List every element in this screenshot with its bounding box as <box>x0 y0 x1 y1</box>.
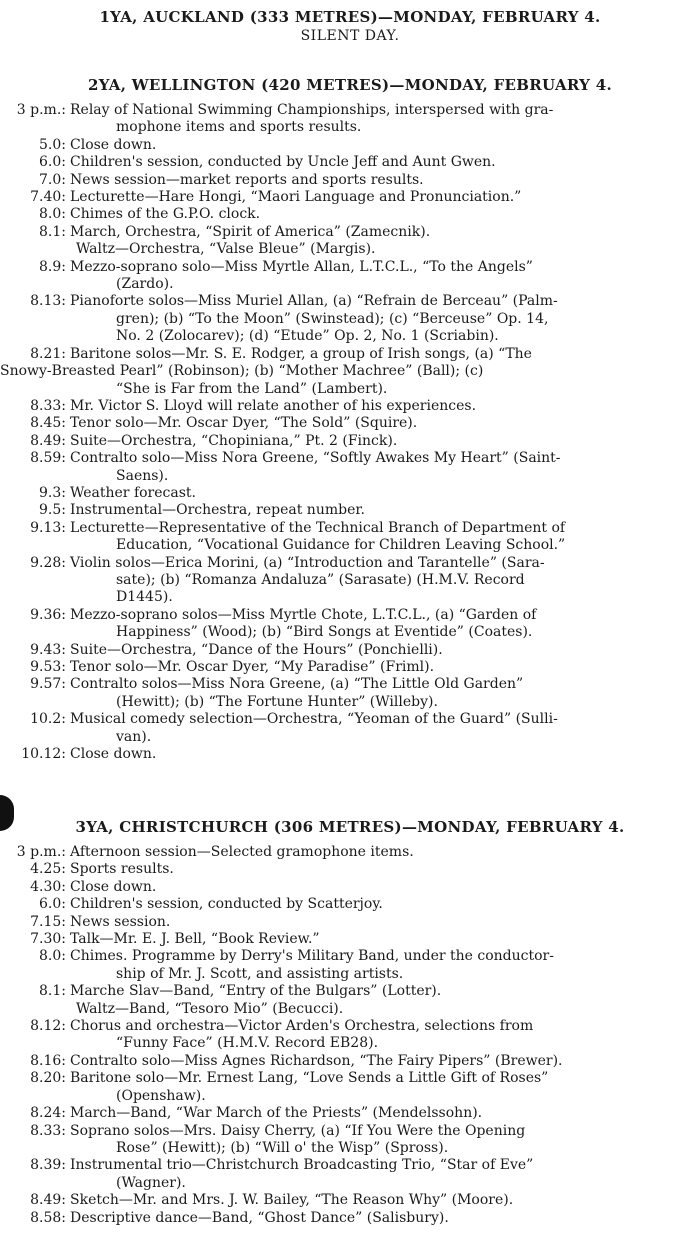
section-2ya <box>0 76 700 763</box>
entry-line: Suite—Orchestra, “Dance of the Hours” (Ponchielli). <box>70 641 443 658</box>
entry-line: Mezzo-soprano solos—Miss Myrtle Chote, L.T.C.L., (a) “Garden of <box>70 606 537 623</box>
entry-time: 8.59: <box>30 450 66 467</box>
entry-text <box>70 502 700 519</box>
entry-time: 10.2: <box>30 711 66 728</box>
programme-entry <box>0 659 700 676</box>
entry-time: 9.36: <box>30 606 66 623</box>
entry-time <box>0 241 76 258</box>
section-1ya <box>0 8 700 44</box>
entry-text <box>70 137 700 154</box>
entry-time: 8.0: <box>39 206 66 223</box>
programme-entry <box>0 206 700 223</box>
entry-line: Close down. <box>70 136 157 153</box>
entry-line: Marche Slav—Band, “Entry of the Bulgars” (Lotter). <box>70 983 442 1000</box>
entry-text <box>70 676 700 711</box>
programme-entry <box>0 914 700 931</box>
entry-text <box>70 1018 700 1053</box>
entry-text <box>70 1105 700 1122</box>
entry-line: Relay of National Swimming Championships, interspersed with gra- <box>70 102 554 118</box>
entry-time: 8.49: <box>30 432 66 449</box>
programme-list-3ya <box>0 844 700 1227</box>
entry-text <box>70 861 700 878</box>
entry-continuation: sate); (b) “Romanza Andaluza” (Sarasate) (H.M.V. Record <box>116 571 525 588</box>
entry-text <box>70 206 700 223</box>
entry-time: 9.53: <box>30 659 66 675</box>
entry-line: Chimes. Programme by Derry's Military Band, under the conductor- <box>70 948 554 965</box>
entry-text <box>70 1157 700 1192</box>
entry-time: 10.12: <box>21 746 66 763</box>
programme-list-2ya <box>0 102 700 763</box>
programme-entry <box>0 879 700 896</box>
entry-line: Contralto solo—Miss Nora Greene, “Softly Awakes My Heart” (Saint- <box>70 450 561 467</box>
entry-continuation: (Wagner). <box>116 1174 186 1191</box>
entry-time: 8.12: <box>30 1018 66 1035</box>
programme-entry <box>0 259 700 294</box>
entry-line: Sketch—Mr. and Mrs. J. W. Bailey, “The Reason Why” (Moore). <box>70 1192 514 1209</box>
entry-continuation: gren); (b) “To the Moon” (Swinstead); (c) “Berceuse” Op. 14, <box>116 310 549 327</box>
section-3ya <box>0 818 700 1227</box>
entry-continuation: ship of Mr. J. Scott, and assisting artists. <box>116 965 404 982</box>
entry-time: 3 p.m.: <box>16 102 66 118</box>
entry-line: Chorus and orchestra—Victor Arden's Orchestra, selections from <box>70 1018 534 1035</box>
programme-entry <box>0 154 700 171</box>
entry-text <box>70 659 700 676</box>
entry-text <box>70 520 700 555</box>
entry-line: Children's session, conducted by Scatterjoy. <box>70 896 383 913</box>
programme-entry <box>0 642 700 659</box>
programme-entry <box>0 102 700 137</box>
entry-time: 6.0: <box>39 896 66 913</box>
entry-continuation: Happiness” (Wood); (b) “Bird Songs at Eventide” (Coates). <box>116 624 533 641</box>
entry-text <box>70 879 700 896</box>
entry-line: Close down. <box>70 746 157 763</box>
programme-entry <box>0 1123 700 1158</box>
entry-time: 8.33: <box>30 1122 66 1139</box>
entry-text <box>70 433 700 450</box>
entry-continuation: (Zardo). <box>116 276 174 293</box>
entry-text <box>76 1001 700 1018</box>
entry-line: Baritone solo—Mr. Ernest Lang, “Love Sends a Little Gift of Roses” <box>70 1070 549 1087</box>
entry-line: Sports results. <box>70 861 174 878</box>
entry-line: Tenor solo—Mr. Oscar Dyer, “The Sold” (Squire). <box>70 415 418 432</box>
entry-line: Mr. Victor S. Lloyd will relate another of his experiences. <box>70 397 477 414</box>
programme-entry <box>0 948 700 983</box>
entry-text <box>70 642 700 659</box>
entry-text <box>70 189 700 206</box>
entry-line: Suite—Orchestra, “Chopiniana,” Pt. 2 (Finck). <box>70 432 398 449</box>
entry-text <box>70 948 700 983</box>
entry-line: Snowy-Breasted Pearl” (Robinson); (b) “Mother Machree” (Ball); (c) <box>0 363 484 380</box>
silent-day-label: SILENT DAY. <box>300 28 400 44</box>
entry-line: Soprano solos—Mrs. Daisy Cherry, (a) “If You Were the Opening <box>70 1122 526 1139</box>
entry-line: Descriptive dance—Band, “Ghost Dance” (Salisbury). <box>70 1209 449 1226</box>
entry-time: 8.21: <box>30 345 66 362</box>
entry-continuation: “She is Far from the Land” (Lambert). <box>116 380 388 397</box>
entry-line: Instrumental—Orchestra, repeat number. <box>70 502 365 519</box>
entry-text <box>70 931 700 948</box>
programme-entry <box>0 224 700 241</box>
entry-time: 8.33: <box>30 397 66 414</box>
entry-time: 8.16: <box>30 1052 66 1069</box>
entry-time: 8.45: <box>30 415 66 432</box>
entry-line: March—Band, “War March of the Priests” (Mendelssohn). <box>70 1105 483 1122</box>
entry-text <box>70 172 700 189</box>
entry-continuation: Education, “Vocational Guidance for Children Leaving School.” <box>116 537 566 554</box>
entry-time: 8.20: <box>30 1070 66 1087</box>
entry-time <box>0 1001 76 1018</box>
entry-line: Tenor solo—Mr. Oscar Dyer, “My Paradise” (Friml). <box>70 659 435 675</box>
entry-time: 8.39: <box>30 1157 66 1174</box>
programme-entry <box>0 861 700 878</box>
programme-entry <box>0 1105 700 1122</box>
programme-entry <box>0 1210 700 1227</box>
entry-time: 8.58: <box>30 1209 66 1226</box>
entry-text <box>70 1053 700 1070</box>
entry-time: 4.25: <box>30 861 66 878</box>
programme-entry <box>0 1192 700 1209</box>
entry-text <box>70 293 700 345</box>
programme-entry <box>0 676 700 711</box>
entry-time: 8.24: <box>30 1105 66 1122</box>
programme-entry <box>0 1053 700 1070</box>
programme-entry <box>0 931 700 948</box>
programme-entry <box>0 485 700 502</box>
entry-line: Afternoon session—Selected gramophone items. <box>70 844 414 860</box>
entry-continuation: van). <box>116 728 152 745</box>
entry-text <box>70 555 700 607</box>
programme-entry <box>0 293 700 345</box>
entry-text <box>70 896 700 913</box>
entry-continuation: mophone items and sports results. <box>116 119 362 136</box>
entry-line: News session—market reports and sports results. <box>70 171 424 188</box>
entry-time: 9.5: <box>39 502 66 519</box>
programme-entry <box>0 983 700 1000</box>
entry-continuation: (Openshaw). <box>116 1087 206 1104</box>
entry-time: 7.0: <box>39 171 66 188</box>
entry-time: 3 p.m.: <box>16 844 66 860</box>
entry-text <box>70 1192 700 1209</box>
entry-text <box>70 1210 700 1227</box>
entry-text <box>70 1123 700 1158</box>
programme-entry <box>0 1018 700 1053</box>
entry-text <box>70 983 700 1000</box>
programme-entry <box>0 844 700 861</box>
entry-time: 8.1: <box>39 983 66 1000</box>
programme-entry <box>0 1070 700 1105</box>
entry-text <box>70 1070 700 1105</box>
entry-text <box>70 259 700 294</box>
entry-time: 9.43: <box>30 641 66 658</box>
entry-time: 7.30: <box>30 931 66 948</box>
entry-text <box>70 746 700 763</box>
entry-continuation: No. 2 (Zolocarev); (d) “Etude” Op. 2, No. 1 (Scriabin). <box>116 328 499 345</box>
entry-line: Lecturette—Representative of the Technical Branch of Department of <box>70 519 566 536</box>
entry-line: Children's session, conducted by Uncle Jeff and Aunt Gwen. <box>70 154 496 171</box>
entry-line: Baritone solos—Mr. S. E. Rodger, a group of Irish songs, (a) “The <box>70 345 532 362</box>
entry-text <box>70 914 700 931</box>
entry-time: 8.1: <box>39 223 66 240</box>
entry-time: 8.9: <box>39 258 66 275</box>
programme-entry <box>0 241 700 258</box>
entry-time: 4.30: <box>30 878 66 895</box>
programme-entry <box>0 137 700 154</box>
entry-text <box>70 398 700 415</box>
entry-text <box>70 415 700 432</box>
entry-line: News session. <box>70 913 171 930</box>
entry-line: Waltz—Orchestra, “Valse Bleue” (Margis). <box>76 241 376 258</box>
entry-line: Contralto solos—Miss Nora Greene, (a) “The Little Old Garden” <box>70 676 524 693</box>
station-header-3ya: 3YA, CHRISTCHURCH (306 METRES)—MONDAY, FEBRUARY 4. <box>75 818 625 836</box>
entry-line: Pianoforte solos—Miss Muriel Allan, (a) “Refrain de Berceau” (Palm- <box>70 293 558 310</box>
station-header-1ya: 1YA, AUCKLAND (333 METRES)—MONDAY, FEBRUARY 4. <box>99 8 601 26</box>
station-header-2ya: 2YA, WELLINGTON (420 METRES)—MONDAY, FEBRUARY 4. <box>88 76 612 94</box>
entry-time: 9.3: <box>39 484 66 501</box>
programme-entry <box>0 1001 700 1018</box>
entry-text <box>70 485 700 502</box>
entry-line: Chimes of the G.P.O. clock. <box>70 206 261 223</box>
entry-time: 8.0: <box>39 948 66 965</box>
programme-entry <box>0 398 700 415</box>
programme-entry <box>0 415 700 432</box>
entry-text <box>70 450 700 485</box>
entry-text <box>70 154 700 171</box>
entry-line: Musical comedy selection—Orchestra, “Yeoman of the Guard” (Sulli- <box>70 711 558 728</box>
entry-line: Contralto solo—Miss Agnes Richardson, “The Fairy Pipers” (Brewer). <box>70 1052 563 1069</box>
entry-time: 9.28: <box>30 554 66 571</box>
entry-continuation: Saens). <box>116 467 169 484</box>
entry-text <box>70 711 700 746</box>
programme-entry <box>0 502 700 519</box>
entry-line: Waltz—Band, “Tesoro Mio” (Becucci). <box>76 1000 344 1017</box>
programme-entry <box>0 896 700 913</box>
entry-continuation: (Hewitt); (b) “The Fortune Hunter” (Willeby). <box>116 693 438 710</box>
entry-line: Weather forecast. <box>70 484 196 501</box>
entry-line: March, Orchestra, “Spirit of America” (Zamecnik). <box>70 223 431 240</box>
entry-line: Instrumental trio—Christchurch Broadcasting Trio, “Star of Eve” <box>70 1157 534 1174</box>
entry-line: Mezzo-soprano solo—Miss Myrtle Allan, L.T.C.L., “To the Angels” <box>70 258 533 275</box>
entry-time: 7.15: <box>30 913 66 930</box>
entry-continuation: Rose” (Hewitt); (b) “Will o' the Wisp” (Spross). <box>116 1139 449 1156</box>
entry-time: 9.13: <box>30 519 66 536</box>
entry-time: 8.13: <box>30 293 66 310</box>
entry-line: Violin solos—Erica Morini, (a) “Introduction and Tarantelle” (Sara- <box>70 554 545 571</box>
programme-entry <box>0 711 700 746</box>
programme-entry <box>0 433 700 450</box>
entry-text <box>76 241 700 258</box>
programme-entry <box>0 555 700 607</box>
entry-text <box>70 224 700 241</box>
programme-entry <box>0 189 700 206</box>
entry-time: 5.0: <box>39 136 66 153</box>
entry-continuation: D1445). <box>116 589 173 606</box>
entry-line: Talk—Mr. E. J. Bell, “Book Review.” <box>70 931 320 948</box>
entry-time: 9.57: <box>30 676 66 693</box>
entry-line: Close down. <box>70 878 157 895</box>
programme-entry <box>0 346 700 398</box>
entry-continuation: “Funny Face” (H.M.V. Record EB28). <box>116 1035 379 1052</box>
entry-time: 7.40: <box>30 189 66 206</box>
entry-text <box>70 607 700 642</box>
programme-entry <box>0 450 700 485</box>
entry-text <box>70 844 700 861</box>
programme-entry <box>0 1157 700 1192</box>
entry-line: Lecturette—Hare Hongi, “Maori Language and Pronunciation.” <box>70 189 522 206</box>
programme-entry <box>0 172 700 189</box>
programme-entry <box>0 746 700 763</box>
programme-entry <box>0 607 700 642</box>
entry-time: 6.0: <box>39 154 66 171</box>
entry-text <box>70 102 700 137</box>
programme-entry <box>0 520 700 555</box>
entry-time: 8.49: <box>30 1192 66 1209</box>
